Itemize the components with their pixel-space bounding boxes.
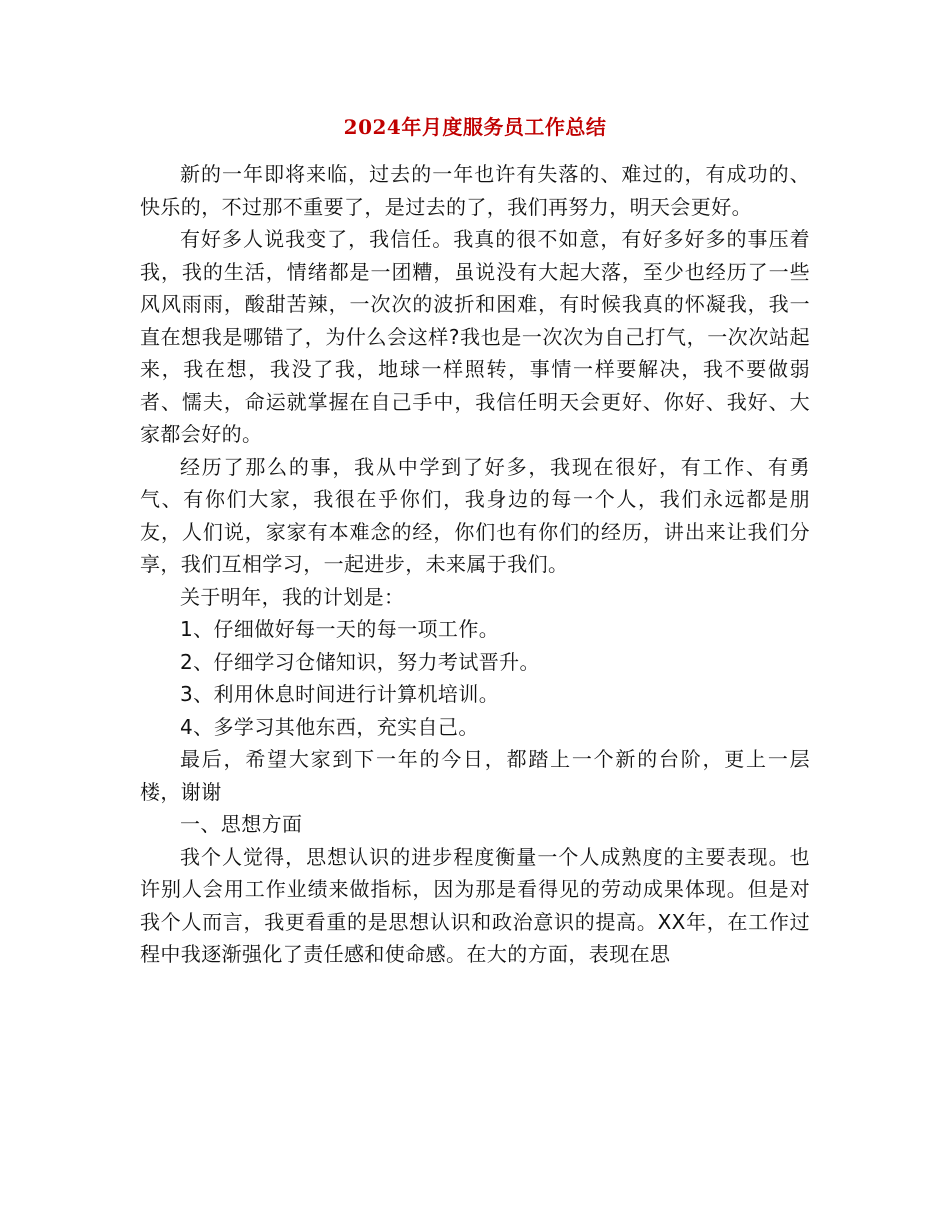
paragraph: 经历了那么的事，我从中学到了好多，我现在很好，有工作、有勇气、有你们大家，我很在乎你们，我身边的每一个人，我们永远都是朋友，人们说，家家有本难念的经，你们也有你们的经历，讲出来让我们分享，我们互相学习，一起进步，未来属于我们。: [140, 454, 810, 576]
paragraph: 有好多人说我变了，我信任。我真的很不如意，有好多好多的事压着我，我的生活，情绪都是一团糟，虽说没有大起大落，至少也经历了一些风风雨雨，酸甜苦辣，一次次的波折和困难，有时候我真的怀凝我，我一直在想我是哪错了，为什么会这样?我也是一次次为自己打气，一次次站起来，我在想，我没了我，地球一样照转，事情一样要解决，我不要做弱者、懦夫，命运就掌握在自己手中，我信任明天会更好、你好、我好、大家都会好的。: [140, 227, 810, 446]
list-item: 3、利用休息时间进行计算机培训。: [180, 682, 500, 706]
paragraph: 最后，希望大家到下一年的今日，都踏上一个新的台阶，更上一层楼，谢谢: [140, 747, 810, 804]
document-body: [140, 158, 810, 971]
document-title: 2024年月度服务员工作总结: [343, 115, 607, 139]
paragraph: 新的一年即将来临，过去的一年也许有失落的、难过的，有成功的、快乐的，不过那不重要了，是过去的了，我们再努力，明天会更好。: [140, 162, 810, 219]
paragraph: 关于明年，我的计划是：: [180, 584, 405, 609]
list-item: 4、多学习其他东西，充实自己。: [180, 714, 479, 739]
section-heading: 一、思想方面: [180, 812, 303, 836]
list-item: 1、仔细做好每一天的每一项工作。: [180, 617, 500, 641]
paragraph: 我个人觉得，思想认识的进步程度衡量一个人成熟度的主要表现。也许别人会用工作业绩来做指标，因为那是看得见的劳动成果体现。但是对我个人而言，我更看重的是思想认识和政治意识的提高。XX年，在工作过程中我逐渐强化了责任感和使命感。在大的方面，表现在思: [140, 844, 810, 966]
list-item: 2、仔细学习仓储知识，努力考试晋升。: [180, 649, 540, 674]
